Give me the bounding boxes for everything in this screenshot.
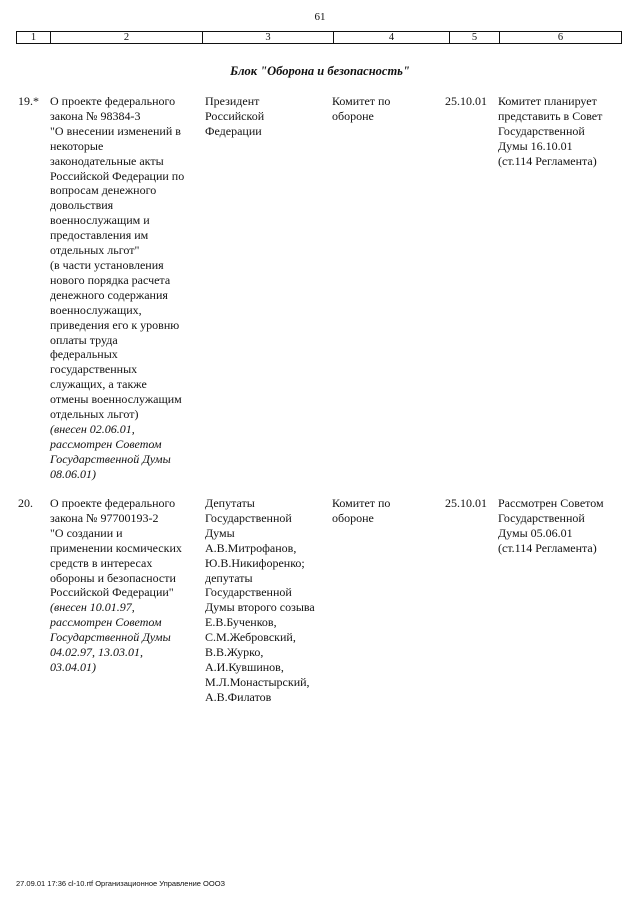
text-line: Государственной xyxy=(498,510,585,525)
text-line: 04.02.97, 13.03.01, xyxy=(50,645,143,660)
text-line: законодательные акты xyxy=(50,153,164,168)
text-line: (внесен 02.06.01, xyxy=(50,421,135,436)
text-line: 08.06.01) xyxy=(50,466,96,481)
text-line: Российской Федерации по xyxy=(50,168,185,183)
text-line: государственных xyxy=(50,362,138,377)
status-note xyxy=(498,496,628,556)
text-line: федеральных xyxy=(50,347,118,362)
initiator xyxy=(205,94,330,139)
committee xyxy=(332,496,432,526)
text-line: военнослужащим и xyxy=(50,213,150,228)
text-line: нового порядка расчета xyxy=(50,272,171,287)
column-header: 4 xyxy=(334,32,450,43)
text-line: обороны и безопасности xyxy=(50,570,176,585)
row-number: 19.* xyxy=(18,94,39,108)
text-line: (ст.114 Регламента) xyxy=(498,153,597,168)
text-line: представить в Совет xyxy=(498,108,603,123)
text-line: Российской xyxy=(205,108,265,123)
text-line: Думы 16.10.01 xyxy=(498,138,573,153)
text-line: В.В.Журко, xyxy=(205,645,264,660)
text-line: отдельных льгот" xyxy=(50,243,140,258)
text-line: (ст.114 Регламента) xyxy=(498,540,597,555)
status-note xyxy=(498,94,628,169)
text-line: обороне xyxy=(332,510,374,525)
text-line: оплаты труда xyxy=(50,332,118,347)
text-line: некоторые xyxy=(50,138,104,153)
date: 25.10.01 xyxy=(445,94,487,108)
text-line: Депутаты xyxy=(205,496,255,510)
column-header: 6 xyxy=(557,32,564,43)
text-line: рассмотрен Советом xyxy=(50,615,162,630)
page-number: 61 xyxy=(314,11,326,23)
text-line: Комитет по xyxy=(332,496,391,510)
text-line: Думы 05.06.01 xyxy=(498,525,573,540)
text-line: военнослужащих, xyxy=(50,302,142,317)
initiator xyxy=(205,496,330,705)
bill-description xyxy=(50,496,200,675)
text-line: "О внесении изменений в xyxy=(50,123,181,138)
text-line: отдельных льгот) xyxy=(50,407,139,422)
date: 25.10.01 xyxy=(445,496,487,510)
text-line: Ю.В.Никифоренко; xyxy=(205,555,305,570)
text-line: Думы второго созыва xyxy=(205,600,315,615)
text-line: закона № 97700193-2 xyxy=(50,510,159,525)
text-line: вопросам денежного xyxy=(50,183,157,198)
text-line: средств в интересах xyxy=(50,555,153,570)
text-line: О проекте федерального xyxy=(50,496,176,510)
text-line: Комитет планирует xyxy=(498,94,597,108)
text-line: Государственной xyxy=(205,585,292,600)
text-line: Е.В.Бученков, xyxy=(205,615,277,630)
text-line: Думы xyxy=(205,525,235,540)
text-line: С.М.Жебровский, xyxy=(205,630,296,645)
bill-description xyxy=(50,94,200,482)
text-line: А.И.Кувшинов, xyxy=(205,659,284,674)
text-line: служащих, а также xyxy=(50,377,147,392)
text-line: М.Л.Монастырский, xyxy=(205,674,310,689)
committee xyxy=(332,94,432,124)
text-line: О проекте федерального xyxy=(50,94,176,108)
text-line: "О создании и xyxy=(50,525,123,540)
text-line: Государственной Думы xyxy=(50,630,171,645)
text-line: (в части установления xyxy=(50,257,164,272)
text-line: закона № 98384-3 xyxy=(50,108,141,123)
text-line: приведения его к уровню xyxy=(50,317,180,332)
text-line: денежного содержания xyxy=(50,287,168,302)
text-line: довольствия xyxy=(50,198,114,213)
text-line: Президент xyxy=(205,94,260,108)
row-number: 20. xyxy=(18,496,33,510)
text-line: (внесен 10.01.97, xyxy=(50,600,135,615)
footer-text: 27.09.01 17:36 cl-10.rtf Организационное Управление ОООЗ xyxy=(16,879,226,888)
text-line: Российской Федерации" xyxy=(50,585,174,600)
text-line: рассмотрен Советом xyxy=(50,436,162,451)
text-line: Федерации xyxy=(205,123,262,138)
text-line: А.В.Митрофанов, xyxy=(205,540,297,555)
column-header: 2 xyxy=(51,32,203,43)
text-line: предоставления им xyxy=(50,228,149,243)
column-header: 3 xyxy=(203,32,334,43)
text-line: отмены военнослужащим xyxy=(50,392,182,407)
text-line: Рассмотрен Советом xyxy=(498,496,604,510)
text-line: Комитет по xyxy=(332,94,391,108)
text-line: Государственной xyxy=(205,510,292,525)
text-line: применении космических xyxy=(50,540,182,555)
column-header: 5 xyxy=(450,32,500,43)
column-header-row xyxy=(16,31,622,44)
text-line: депутаты xyxy=(205,570,253,585)
block-title: Блок "Оборона и безопасность" xyxy=(230,64,410,78)
text-line: А.В.Филатов xyxy=(205,689,272,704)
text-line: Государственной Думы xyxy=(50,451,171,466)
text-line: обороне xyxy=(332,108,374,123)
text-line: 03.04.01) xyxy=(50,659,96,674)
text-line: Государственной xyxy=(498,123,585,138)
column-header: 1 xyxy=(17,32,51,43)
